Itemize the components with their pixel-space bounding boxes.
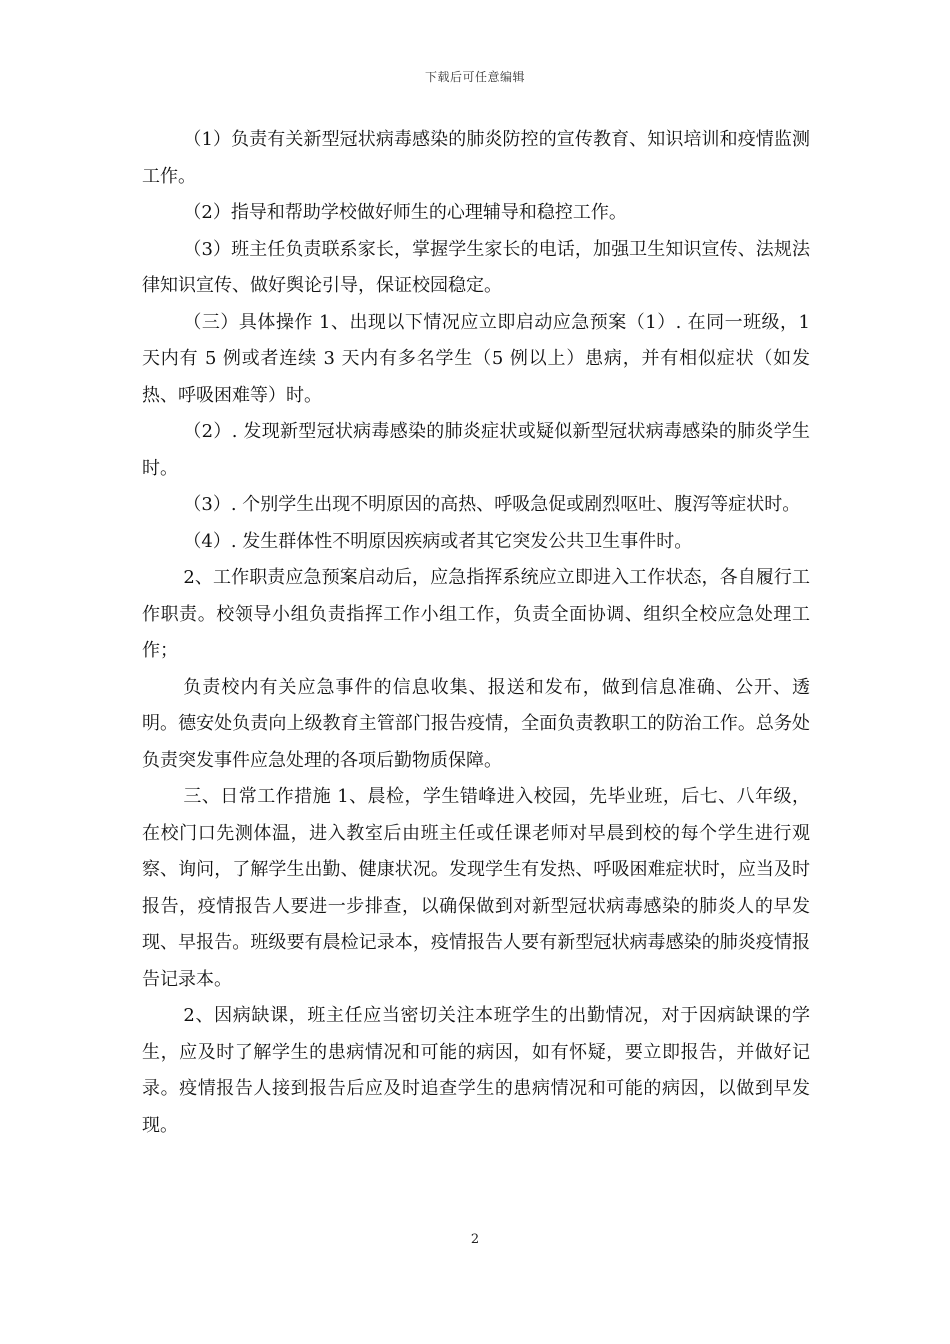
paragraph: 2、工作职责应急预案启动后，应急指挥系统应立即进入工作状态，各自履行工作职责。校领导小组负责指挥工作小组工作，负责全面协调、组织全校应急处理工作；: [142, 567, 810, 661]
document-body: [142, 122, 810, 1144]
paragraph: 负责校内有关应急事件的信息收集、报送和发布，做到信息准确、公开、透明。德安处负责向上级教育主管部门报告疫情，全面负责教职工的防治工作。总务处负责突发事件应急处理的各项后勤物质保障。: [142, 676, 810, 771]
paragraph: 三、日常工作措施 1、晨检，学生错峰进入校园，先毕业班，后七、八年级，在校门口先测体温，进入教室后由班主任或任课老师对早晨到校的每个学生进行观察、询问，了解学生出勤、健康状况。发现学生有发热、呼吸困难症状时，应当及时报告，疫情报告人要进一步排查，以确保做到对新型冠状病毒感染的肺炎人的早发现、早报告。班级要有晨检记录本，疫情报告人要有新型冠状病毒感染的肺炎疫情报告记录本。: [142, 786, 810, 990]
paragraph: （3）. 个别学生出现不明原因的高热、呼吸急促或剧烈呕吐、腹泻等症状时。: [183, 494, 801, 515]
paragraph: （4）. 发生群体性不明原因疾病或者其它突发公共卫生事件时。: [183, 530, 693, 552]
paragraph: （3）班主任负责联系家长，掌握学生家长的电话，加强卫生知识宣传、法规法律知识宣传、做好舆论引导，保证校园稳定。: [142, 238, 810, 296]
paragraph: （2）. 发现新型冠状病毒感染的肺炎症状或疑似新型冠状病毒感染的肺炎学生时。: [142, 421, 810, 479]
paragraph: 2、因病缺课，班主任应当密切关注本班学生的出勤情况，对于因病缺课的学生，应及时了解学生的患病情况和可能的病因，如有怀疑，要立即报告，并做好记录。疫情报告人接到报告后应及时追查学生的患病情况和可能的病因，以做到早发现。: [142, 1005, 810, 1136]
paragraph: （2）指导和帮助学校做好师生的心理辅导和稳控工作。: [183, 202, 627, 223]
paragraph: （1）负责有关新型冠状病毒感染的肺炎防控的宣传教育、知识培训和疫情监测工作。: [142, 129, 810, 187]
paragraph: （三）具体操作 1、出现以下情况应立即启动应急预案（1）. 在同一班级，1 天内有 5 例或者连续 3 天内有多名学生（5 例以上）患病，并有相似症状（如发热、呼吸困难等）时。: [142, 311, 810, 406]
page-header: 下载后可任意编辑: [424, 70, 525, 84]
page-number: 2: [470, 1232, 480, 1247]
